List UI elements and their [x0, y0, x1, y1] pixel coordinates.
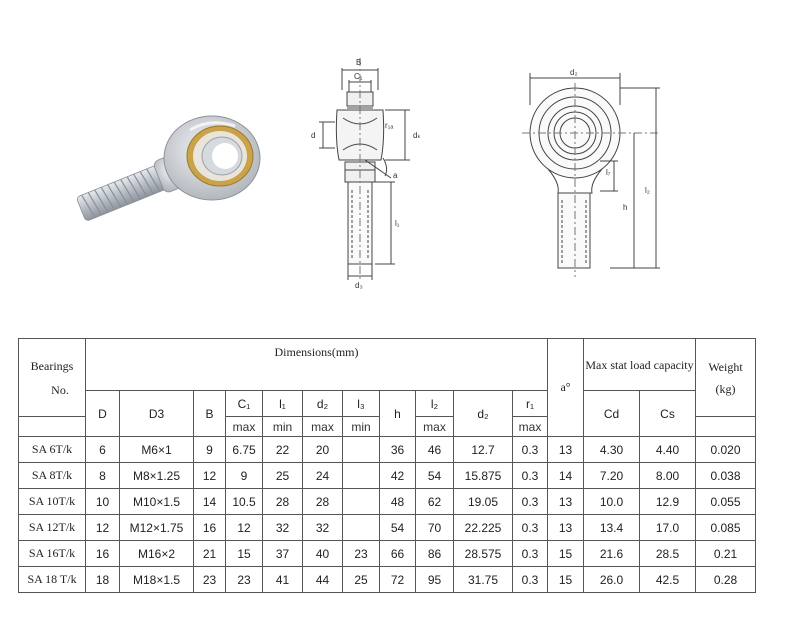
table-cell: 12.9 [640, 489, 696, 515]
sub-l1: min [263, 417, 303, 437]
label-l2: l₂ [645, 186, 650, 195]
table-cell: 28.575 [454, 541, 513, 567]
table-cell: 26.0 [584, 567, 640, 593]
weight-spacer [696, 417, 756, 437]
table-cell: 18 [86, 567, 120, 593]
table-cell: 10.5 [226, 489, 263, 515]
table-cell: 0.21 [696, 541, 756, 567]
bearing-no-cell: SA 12T/k [19, 515, 86, 541]
table-cell: 0.3 [513, 463, 548, 489]
col-l3: l₃ [343, 391, 380, 417]
table-row [19, 567, 756, 593]
label-l7: l₇ [606, 168, 611, 177]
table-cell: 44 [303, 567, 343, 593]
table-cell: 24 [303, 463, 343, 489]
bearings-spacer [19, 417, 86, 437]
table-cell: M10×1.5 [120, 489, 194, 515]
table-cell: 0.28 [696, 567, 756, 593]
table-cell: 72 [380, 567, 416, 593]
table-cell: 12.7 [454, 437, 513, 463]
table-cell: 32 [263, 515, 303, 541]
table-cell: 37 [263, 541, 303, 567]
bearings-header-cell [19, 339, 86, 417]
table-cell: 12 [194, 463, 226, 489]
table-cell: 31.75 [454, 567, 513, 593]
table-row [19, 541, 756, 567]
label-a: a [393, 171, 398, 180]
sub-l2: max [416, 417, 454, 437]
table-cell: 0.3 [513, 437, 548, 463]
bearing-no-cell: SA 8T/k [19, 463, 86, 489]
load-capacity-header: Max stat load capacity [584, 339, 696, 391]
table-cell: 14 [548, 463, 584, 489]
table-cell: 0.055 [696, 489, 756, 515]
spec-rows [19, 437, 756, 593]
table-cell: 28.5 [640, 541, 696, 567]
table-cell: 25 [343, 567, 380, 593]
table-cell: 20 [303, 437, 343, 463]
table-cell: 66 [380, 541, 416, 567]
label-l1: l₁ [395, 219, 400, 228]
table-cell: 0.3 [513, 541, 548, 567]
table-cell: 6 [86, 437, 120, 463]
table-cell: 62 [416, 489, 454, 515]
table-cell: 0.3 [513, 515, 548, 541]
table-cell: 19.05 [454, 489, 513, 515]
table-cell: 13 [548, 515, 584, 541]
table-cell: 46 [416, 437, 454, 463]
weight-unit: (kg) [715, 381, 736, 396]
table-cell [343, 515, 380, 541]
table-cell [343, 489, 380, 515]
table-cell: 16 [86, 541, 120, 567]
table-cell: 54 [416, 463, 454, 489]
table-cell: 42.5 [640, 567, 696, 593]
weight-header-cell [696, 339, 756, 417]
table-cell: 36 [380, 437, 416, 463]
table-cell: 15 [226, 541, 263, 567]
table-cell: 14 [194, 489, 226, 515]
table-cell: 9 [226, 463, 263, 489]
table-cell: 13 [548, 489, 584, 515]
spec-table [18, 338, 756, 593]
label-B: B [356, 58, 362, 67]
table-cell: M16×2 [120, 541, 194, 567]
col-B: B [194, 391, 226, 437]
label-dk: dₖ [413, 131, 421, 140]
col-r1: r₁ [513, 391, 548, 417]
table-cell: 4.40 [640, 437, 696, 463]
sub-r1: max [513, 417, 548, 437]
table-cell: 0.085 [696, 515, 756, 541]
col-d2-outer: d₂ [454, 391, 513, 437]
table-cell: 54 [380, 515, 416, 541]
table-cell: 22.225 [454, 515, 513, 541]
table-cell: 17.0 [640, 515, 696, 541]
table-row [19, 463, 756, 489]
table-cell: 28 [263, 489, 303, 515]
table-cell: 48 [380, 489, 416, 515]
table-cell: 32 [303, 515, 343, 541]
table-cell: 8 [86, 463, 120, 489]
table-cell: M6×1 [120, 437, 194, 463]
table-cell: 13.4 [584, 515, 640, 541]
col-D: D [86, 391, 120, 437]
table-cell: 10.0 [584, 489, 640, 515]
sub-C1: max [226, 417, 263, 437]
table-cell: 21 [194, 541, 226, 567]
dimensions-header: Dimensions(mm) [86, 339, 548, 391]
table-cell: M12×1.75 [120, 515, 194, 541]
table-cell: 86 [416, 541, 454, 567]
table-cell: 22 [263, 437, 303, 463]
alpha-header: a° [548, 339, 584, 437]
table-cell [343, 463, 380, 489]
label-d2: d₂ [570, 68, 578, 77]
table-cell: M18×1.5 [120, 567, 194, 593]
bearings-header: Bearings [30, 358, 74, 373]
weight-header: Weight [708, 359, 743, 374]
side-view-drawing [305, 50, 430, 290]
col-Cd: Cd [584, 391, 640, 437]
sub-l3: min [343, 417, 380, 437]
table-cell: 16 [194, 515, 226, 541]
label-r1a: r₁ₐ [385, 121, 394, 130]
table-cell: 42 [380, 463, 416, 489]
col-l2: l₂ [416, 391, 454, 417]
table-cell: 0.020 [696, 437, 756, 463]
table-cell: 8.00 [640, 463, 696, 489]
bearing-no-cell: SA 16T/k [19, 541, 86, 567]
col-l1: l₁ [263, 391, 303, 417]
table-cell: 23 [226, 567, 263, 593]
table-row [19, 489, 756, 515]
col-d2: d₂ [303, 391, 343, 417]
table-cell: 41 [263, 567, 303, 593]
table-cell: 9 [194, 437, 226, 463]
table-cell: 12 [226, 515, 263, 541]
table-cell: 0.038 [696, 463, 756, 489]
bearing-no-cell: SA 10T/k [19, 489, 86, 515]
table-cell: 10 [86, 489, 120, 515]
table-cell: 70 [416, 515, 454, 541]
bearing-no-cell: SA 6T/k [19, 437, 86, 463]
table-cell: 7.20 [584, 463, 640, 489]
table-row [19, 515, 756, 541]
bearing-no-cell: SA 18 T/k [19, 567, 86, 593]
table-cell: 25 [263, 463, 303, 489]
table-cell: 15.875 [454, 463, 513, 489]
table-cell: 0.3 [513, 567, 548, 593]
table-cell: 4.30 [584, 437, 640, 463]
table-cell: 23 [343, 541, 380, 567]
table-cell: 40 [303, 541, 343, 567]
no-header: No. [51, 382, 69, 397]
table-cell: 0.3 [513, 489, 548, 515]
col-h: h [380, 391, 416, 437]
col-C1: C₁ [226, 391, 263, 417]
table-cell [343, 437, 380, 463]
table-cell: 6.75 [226, 437, 263, 463]
col-Cs: Cs [640, 391, 696, 437]
label-d: d [311, 131, 316, 140]
front-view-drawing [520, 65, 680, 280]
rod-end-photo [60, 100, 270, 230]
table-cell: 15 [548, 541, 584, 567]
table-cell: 23 [194, 567, 226, 593]
table-cell: 95 [416, 567, 454, 593]
table-cell: 21.6 [584, 541, 640, 567]
table-cell: 12 [86, 515, 120, 541]
table-cell: 15 [548, 567, 584, 593]
table-cell: 28 [303, 489, 343, 515]
table-cell: 13 [548, 437, 584, 463]
table-cell: M8×1.25 [120, 463, 194, 489]
sub-d2: max [303, 417, 343, 437]
label-h: h [623, 203, 628, 212]
label-C1: C₁ [354, 72, 363, 81]
col-D3: D3 [120, 391, 194, 437]
table-row [19, 437, 756, 463]
label-d3: d₃ [355, 281, 363, 290]
